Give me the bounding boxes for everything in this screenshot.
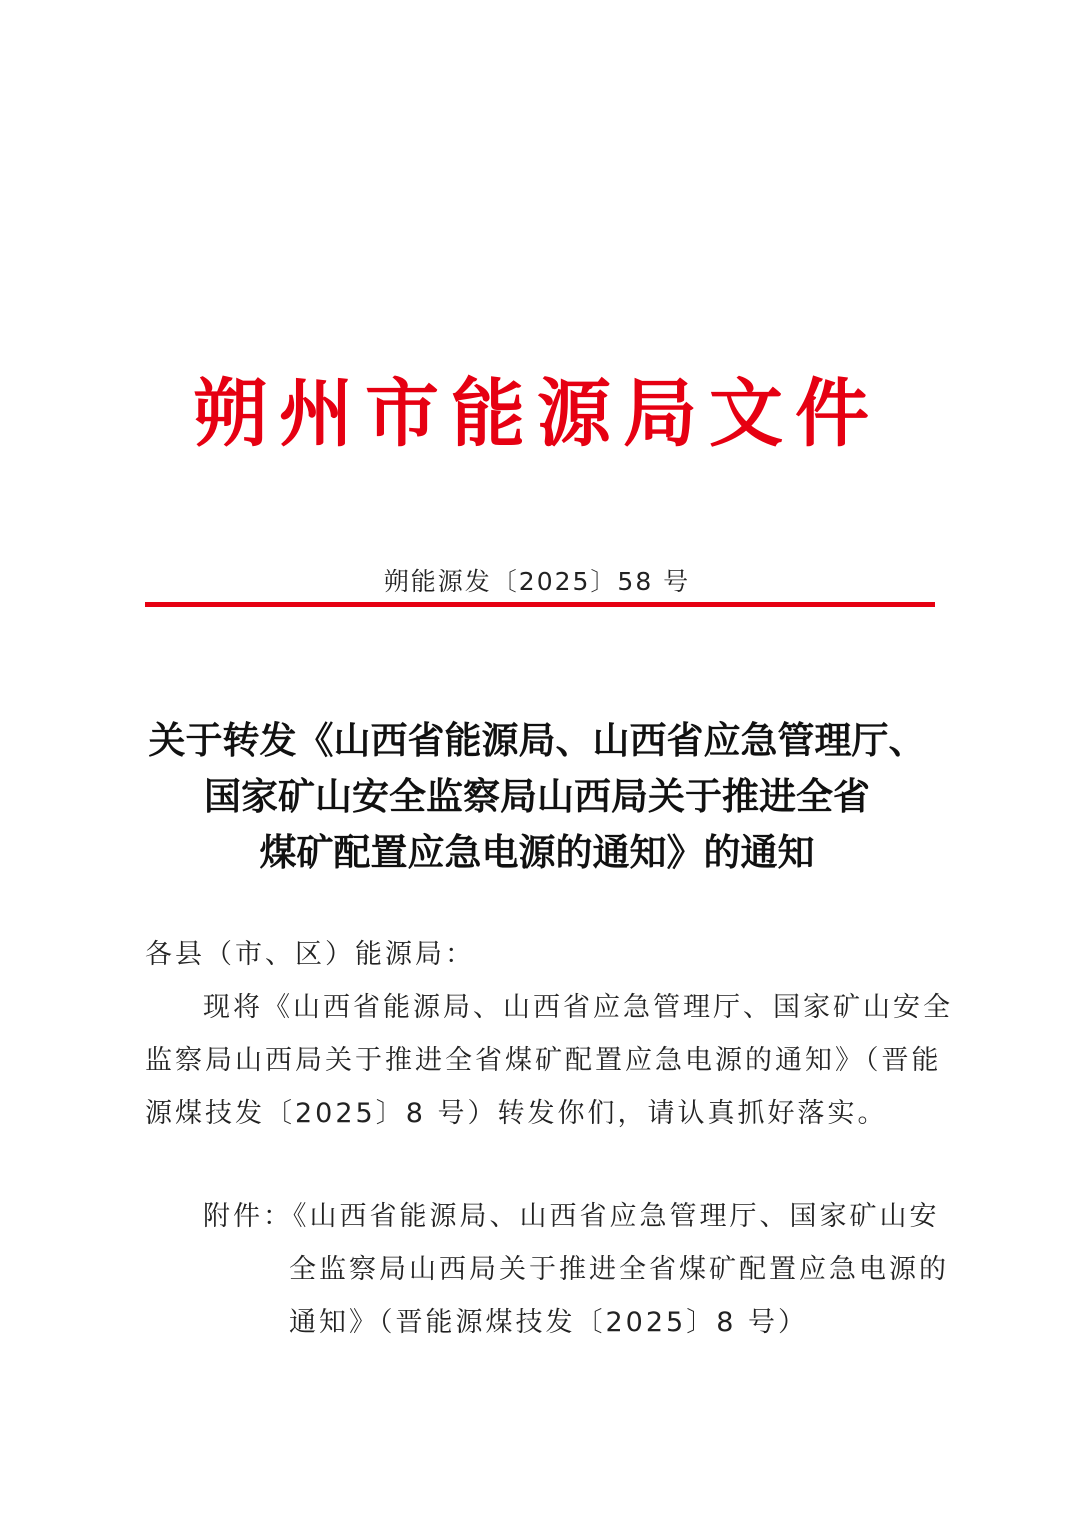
document-title: [120, 712, 954, 880]
title-line: 国家矿山安全监察局山西局关于推进全省: [204, 774, 870, 818]
attachment-line: 附件：《山西省能源局、山西省应急管理厅、国家矿山安: [203, 1201, 940, 1232]
attachment-line: 通知》（晋能源煤技发〔2025〕8 号）: [289, 1307, 808, 1338]
salutation: 各县（市、区）能源局：: [145, 939, 475, 970]
attachment-line: 全监察局山西局关于推进全省煤矿配置应急电源的: [289, 1254, 949, 1285]
document-number: 朔能源发〔2025〕58 号: [383, 567, 691, 596]
title-line: 煤矿配置应急电源的通知》的通知: [259, 830, 815, 874]
body-line: 现将《山西省能源局、山西省应急管理厅、国家矿山安全: [203, 992, 953, 1023]
title-line: 关于转发《山西省能源局、山西省应急管理厅、: [148, 718, 926, 762]
body-paragraph: [145, 981, 953, 1140]
masthead-title: 朔州市能源局文件: [193, 371, 881, 457]
attachment-note: [203, 1190, 949, 1349]
body-line: 源煤技发〔2025〕8 号）转发你们，请认真抓好落实。: [145, 1098, 888, 1129]
body-line: 监察局山西局关于推进全省煤矿配置应急电源的通知》（晋能: [145, 1045, 942, 1076]
red-divider-line: [145, 602, 935, 607]
